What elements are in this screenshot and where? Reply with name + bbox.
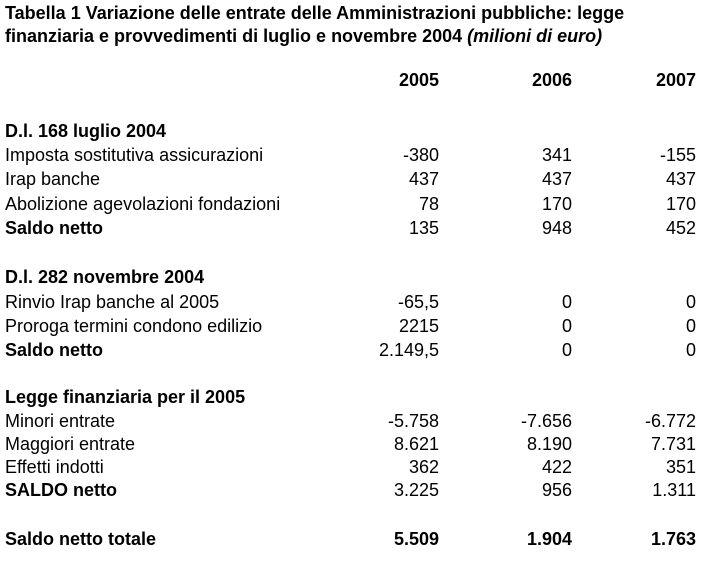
section-heading xyxy=(0,265,721,289)
cell-2007: -6.772 xyxy=(644,411,696,431)
row-label: Minori entrate xyxy=(5,411,116,431)
table-row xyxy=(0,432,721,456)
cell-2005: 2.149,5 xyxy=(378,340,439,360)
cell-2005: 5.509 xyxy=(393,529,439,549)
cell-2006: 341 xyxy=(541,145,572,165)
table-row xyxy=(0,192,721,216)
cell-2007: 452 xyxy=(665,218,696,238)
cell-2007: 7.731 xyxy=(650,434,696,454)
cell-2005: -380 xyxy=(402,145,439,165)
cell-2006: 170 xyxy=(541,194,572,214)
cell-2007: 1.763 xyxy=(650,529,696,549)
cell-2005: 362 xyxy=(408,457,439,477)
grand-total-label: Saldo netto totale xyxy=(5,529,157,549)
cell-2005: 8.621 xyxy=(393,434,439,454)
cell-2007: 1.311 xyxy=(652,480,696,500)
table-title-text: Tabella 1 Variazione delle entrate delle Amministrazioni pubbliche: legge finanziaria e provvedimenti di luglio e novembre 2004 xyxy=(5,3,625,46)
row-label: Rinvio Irap banche al 2005 xyxy=(5,292,220,312)
cell-2005: 78 xyxy=(418,194,439,214)
table-unit: (milioni di euro) xyxy=(467,26,603,46)
column-header-2007: 2007 xyxy=(655,70,696,90)
cell-2006: 422 xyxy=(541,457,572,477)
subtotal-label: Saldo netto xyxy=(5,340,103,360)
subtotal-row xyxy=(0,216,721,240)
cell-2005: -5.758 xyxy=(387,411,439,431)
cell-2007: -155 xyxy=(659,145,696,165)
column-header-2006: 2006 xyxy=(531,70,572,90)
cell-2006: 956 xyxy=(541,480,572,500)
row-label: Irap banche xyxy=(5,169,101,189)
cell-2005: 2215 xyxy=(398,316,439,336)
cell-2006: 8.190 xyxy=(526,434,572,454)
column-header-2005: 2005 xyxy=(398,70,439,90)
cell-2007: 437 xyxy=(665,169,696,189)
table-row xyxy=(0,409,721,433)
section-heading-label: D.l. 282 novembre 2004 xyxy=(5,267,205,287)
row-label: Maggiori entrate xyxy=(5,434,136,454)
subtotal-row xyxy=(0,338,721,362)
cell-2007: 0 xyxy=(685,316,696,336)
cell-2006: -7.656 xyxy=(520,411,572,431)
cell-2006: 948 xyxy=(541,218,572,238)
cell-2007: 351 xyxy=(665,457,696,477)
row-label: Effetti indotti xyxy=(5,457,104,477)
cell-2005: -65,5 xyxy=(397,292,439,312)
cell-2007: 170 xyxy=(665,194,696,214)
cell-2006: 0 xyxy=(561,292,572,312)
section-heading-label: D.l. 168 luglio 2004 xyxy=(5,121,167,141)
subtotal-row xyxy=(0,478,721,502)
cell-2005: 437 xyxy=(408,169,439,189)
cell-2006: 0 xyxy=(561,316,572,336)
subtotal-label: Saldo netto xyxy=(5,218,103,238)
row-label: Abolizione agevolazioni fondazioni xyxy=(5,194,281,214)
cell-2005: 3.225 xyxy=(393,480,439,500)
row-label: Proroga termini condono edilizio xyxy=(5,316,263,336)
cell-2006: 0 xyxy=(561,340,572,360)
row-label: Imposta sostitutiva assicurazioni xyxy=(5,145,264,165)
column-header-row xyxy=(0,68,721,92)
table-row xyxy=(0,314,721,338)
cell-2007: 0 xyxy=(685,292,696,312)
subtotal-label: SALDO netto xyxy=(5,480,117,500)
table-row xyxy=(0,143,721,167)
cell-2006: 437 xyxy=(541,169,572,189)
grand-total-row xyxy=(0,527,721,551)
table-row xyxy=(0,290,721,314)
cell-2005: 135 xyxy=(408,218,439,238)
section-heading-label: Legge finanziaria per il 2005 xyxy=(5,387,246,407)
section-heading xyxy=(0,385,721,409)
section-heading xyxy=(0,119,721,143)
table-row xyxy=(0,455,721,479)
table-row xyxy=(0,167,721,191)
table-title xyxy=(5,2,715,48)
cell-2007: 0 xyxy=(685,340,696,360)
cell-2006: 1.904 xyxy=(526,529,572,549)
